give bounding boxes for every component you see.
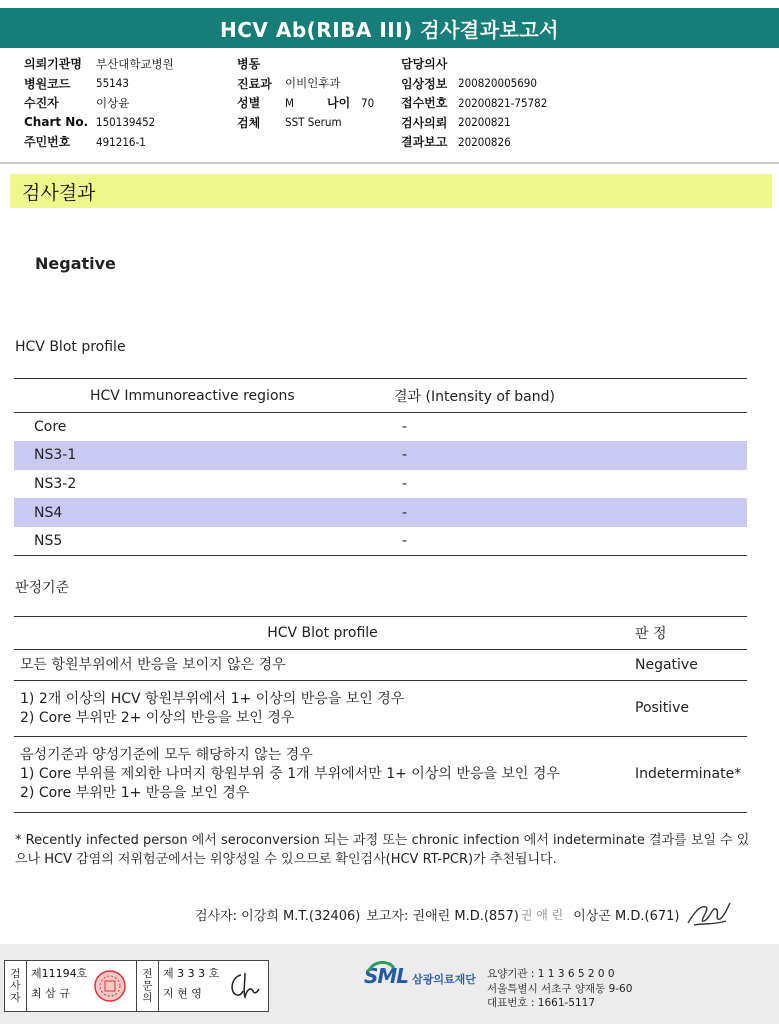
physician-text: 이상곤 M.D.(671) — [573, 908, 680, 924]
header-divider — [0, 162, 779, 164]
blot-profile-table — [14, 378, 747, 556]
info-value: 20200826 — [458, 134, 511, 149]
seal-icon — [93, 969, 127, 1003]
info-label: 병원코드 — [24, 76, 71, 91]
result-cell: - — [402, 419, 408, 436]
info-value: 150139452 — [96, 115, 156, 130]
blot-profile-title: HCV Blot profile — [15, 339, 126, 355]
criteria-line: 음성기준과 양성기준에 모두 해당하지 않는 경우 — [20, 747, 313, 763]
info-column-3 — [401, 54, 547, 152]
info-row — [24, 132, 174, 152]
info-value: M — [285, 95, 294, 110]
org-address: 서울특별시 서초구 양재동 9-60 — [487, 982, 633, 995]
tester-text: 검사자: 이강희 M.T.(32406) — [195, 908, 361, 924]
region-cell: NS3-2 — [34, 475, 77, 492]
info-label: 주민번호 — [24, 135, 71, 150]
info-label: 임상정보 — [401, 76, 448, 91]
info-value: 이상윤 — [96, 95, 130, 110]
table-row — [14, 527, 747, 556]
info-row-specimen — [237, 113, 374, 133]
criteria-table — [14, 616, 747, 813]
info-value: 491216-1 — [96, 134, 146, 149]
criteria-description — [14, 737, 631, 813]
info-value: 70 — [361, 95, 375, 110]
reporter-text: 보고자: 권애린 M.D.(857) — [366, 908, 519, 924]
logo-mark: SML — [364, 964, 409, 988]
table-row — [14, 413, 747, 442]
specialist-signature-icon — [223, 969, 263, 1003]
info-row — [401, 93, 547, 113]
table-row — [14, 737, 747, 813]
info-label: 병동 — [237, 57, 261, 72]
physician-signature-icon — [684, 899, 732, 929]
signers-line — [195, 899, 732, 929]
region-cell: NS4 — [14, 498, 394, 527]
info-column-1 — [24, 54, 174, 152]
info-row — [24, 113, 174, 133]
info-label: 접수번호 — [401, 96, 448, 111]
info-row-ward — [237, 54, 374, 74]
table-row — [14, 650, 747, 681]
info-row — [401, 113, 547, 133]
info-value: 이비인후과 — [285, 76, 341, 91]
info-label: 검체 — [237, 115, 261, 130]
result-cell: - — [394, 441, 747, 470]
logo-name: 삼광의료재단 — [412, 973, 476, 986]
info-value: 200820005690 — [458, 76, 537, 91]
info-column-2 — [237, 54, 374, 132]
license-number: 제 3 3 3 호 — [163, 967, 220, 980]
org-code: 요양기관 : 1 1 3 6 5 2 0 0 — [487, 968, 615, 980]
info-label: 의뢰기관명 — [24, 57, 82, 72]
info-label: 나이 — [327, 96, 351, 111]
stamp-label-tester: 검 사 자 — [5, 961, 27, 1011]
criteria-description — [14, 681, 631, 737]
info-value: 부산대학교병원 — [96, 56, 174, 71]
info-label: 담당의사 — [401, 57, 448, 72]
info-row — [24, 93, 174, 113]
info-value: 55143 — [96, 76, 129, 91]
result-section-title: 검사결과 — [10, 174, 772, 208]
column-header: 판 정 — [631, 617, 747, 650]
stamp-tester — [27, 961, 137, 1011]
report-title: HCV Ab(RIBA III) 검사결과보고서 — [0, 8, 779, 48]
judgment-cell: Positive — [631, 681, 747, 737]
table-row — [14, 441, 747, 470]
info-row — [401, 74, 547, 94]
org-phone: 대표번호 : 1661-5117 — [487, 997, 596, 1009]
sml-arc-icon — [366, 958, 396, 980]
info-row — [24, 74, 174, 94]
column-header: HCV Blot profile — [14, 617, 631, 650]
license-name: 최 삼 규 — [31, 987, 70, 1000]
criteria-line: 1) Core 부위를 제외한 나머지 항원부위 중 1개 부위에서만 1+ 이상의 반응을 보인 경우 — [20, 766, 560, 782]
info-label: 성별 — [237, 96, 261, 111]
table-row — [14, 498, 747, 527]
info-label: 진료과 — [237, 76, 272, 91]
criteria-line: 1) 2개 이상의 HCV 항원부위에서 1+ 이상의 반응을 보인 경우 — [20, 690, 405, 707]
region-cell: Core — [34, 419, 67, 436]
info-row — [401, 132, 547, 152]
info-row — [24, 54, 174, 74]
license-name: 지 현 영 — [163, 987, 202, 1000]
judgment-cell: Indeterminate* — [631, 737, 747, 813]
stamp-label-specialist: 전 문 의 — [137, 961, 159, 1011]
organization-info — [487, 967, 632, 1011]
column-header: HCV Immunoreactive regions — [14, 379, 394, 413]
table-header-row — [14, 379, 747, 413]
column-header: 결과 (Intensity of band) — [394, 379, 747, 413]
result-cell: - — [394, 498, 747, 527]
info-value: 20200821-75782 — [458, 95, 548, 110]
judgment-cell: Negative — [631, 650, 747, 681]
info-value: 20200821 — [458, 115, 511, 130]
result-value: Negative — [35, 254, 116, 273]
region-cell: NS5 — [14, 527, 394, 556]
license-stamps — [4, 960, 269, 1012]
criteria-title: 판정기준 — [15, 580, 70, 596]
sml-logo — [364, 964, 476, 988]
table-row — [14, 681, 747, 737]
info-label: 검사의뢰 — [401, 115, 448, 130]
info-label: 수진자 — [24, 96, 59, 111]
criteria-line: 2) Core 부위만 2+ 이상의 반응을 보인 경우 — [20, 709, 295, 726]
criteria-description — [14, 650, 631, 681]
info-label: 결과보고 — [401, 135, 448, 150]
info-row-sex-age — [237, 93, 374, 113]
criteria-line: 모든 항원부위에서 반응을 보이지 않은 경우 — [20, 656, 286, 673]
criteria-line: 2) Core 부위만 1+ 반응을 보인 경우 — [20, 785, 250, 801]
table-header-row — [14, 617, 747, 650]
info-row — [401, 54, 547, 74]
footnote: * Recently infected person 에서 seroconversion 되는 과정 또는 chronic infection 에서 indeterminate 결과를 보일 수 있으나 HCV 감염의 저위험군에서는 위양성일 수 있으므로 확인검사(HCV RT-PCR)가 추천됩니다. — [15, 833, 750, 867]
result-cell: - — [394, 527, 747, 556]
region-cell: NS3-1 — [14, 441, 394, 470]
info-value: SST Serum — [285, 115, 342, 130]
result-cell: - — [402, 475, 408, 492]
stamp-specialist — [159, 961, 268, 1011]
license-number: 제11194호 — [31, 967, 88, 980]
info-row-dept — [237, 74, 374, 94]
table-row — [14, 470, 747, 499]
reporter-signature: 권 애 린 — [520, 907, 564, 922]
info-label: Chart No. — [24, 115, 89, 130]
